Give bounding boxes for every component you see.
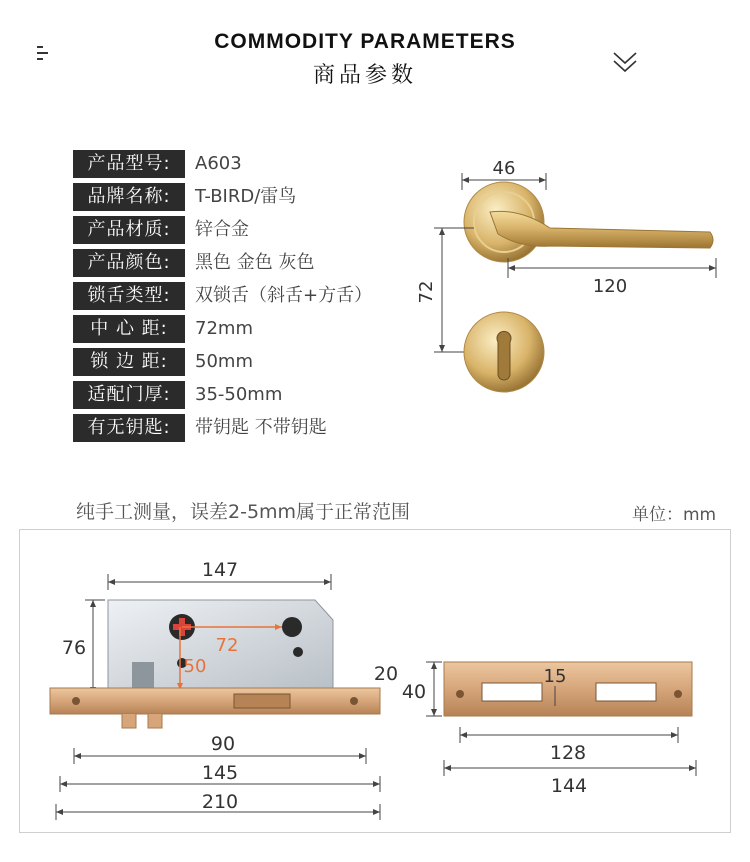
dim-76: 76 (61, 637, 87, 659)
dim-center-distance-72: 72 (215, 635, 239, 656)
dim-145: 145 (201, 762, 239, 784)
lever-handle (490, 211, 713, 248)
unit-label: 单位：mm (632, 505, 717, 525)
dim-15: 15 (543, 666, 567, 687)
dim-90: 90 (210, 733, 236, 755)
spec-label: 品牌名称: (73, 183, 185, 211)
double-chevron-down-icon[interactable] (612, 50, 638, 76)
spec-value: 35-50mm (195, 384, 283, 405)
dim-lever-length: 120 (592, 276, 628, 297)
spec-value: 72mm (195, 318, 253, 339)
spec-value: 双锁舌（斜舌+方舌） (195, 285, 373, 306)
lock-body-diagram (20, 530, 730, 830)
spec-label: 有无钥匙: (73, 414, 185, 442)
spec-value: A603 (195, 153, 242, 174)
spec-label: 锁 边 距: (73, 348, 185, 376)
spec-label: 锁舌类型: (73, 282, 185, 310)
spec-label: 产品型号: (73, 150, 185, 178)
dim-height: 72 (416, 280, 437, 304)
dim-rose-width: 46 (492, 158, 516, 179)
dim-20: 20 (373, 663, 399, 685)
dim-128: 128 (549, 742, 587, 764)
spec-label: 适配门厚: (73, 381, 185, 409)
dim-147: 147 (201, 559, 239, 581)
dim-backset-50: 50 (183, 656, 207, 677)
title-english: COMMODITY PARAMETERS (214, 30, 516, 53)
spec-value: 带钥匙 不带钥匙 (195, 417, 327, 438)
spec-label: 中 心 距: (73, 315, 185, 343)
spec-value: 50mm (195, 351, 253, 372)
spec-value: 黑色 金色 灰色 (195, 252, 315, 273)
spec-value: 锌合金 (195, 219, 249, 240)
lock-faceplate (50, 688, 380, 714)
title-chinese: 商品参数 (312, 63, 417, 88)
dim-40: 40 (401, 681, 427, 703)
handle-diagram (416, 150, 730, 370)
spec-label: 产品颜色: (73, 249, 185, 277)
spec-label: 产品材质: (73, 216, 185, 244)
spec-value: T-BIRD/雷鸟 (195, 186, 297, 207)
dim-144: 144 (550, 775, 588, 797)
measurement-note: 纯手工测量，误差2-5mm属于正常范围 (76, 501, 411, 523)
dim-210: 210 (201, 791, 239, 813)
